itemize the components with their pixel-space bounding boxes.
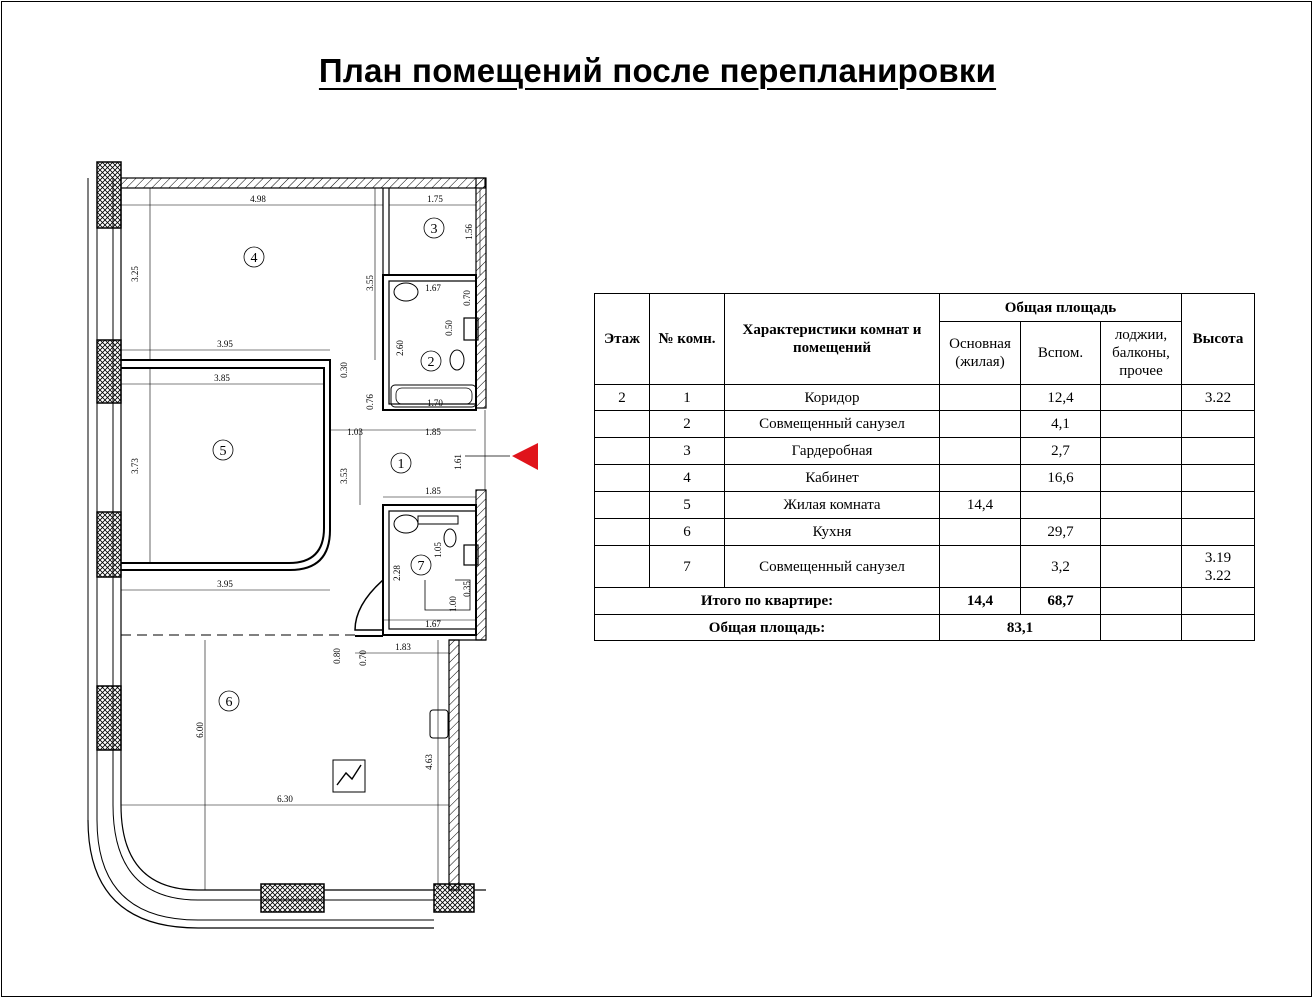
table-row: 5 Жилая комната 14,4 <box>595 492 1255 519</box>
table-row: 4 Кабинет 16,6 <box>595 465 1255 492</box>
sink-2 <box>394 283 418 301</box>
room-3-label: 3 <box>430 222 438 237</box>
table-row: 7 Совмещенный санузел 3,2 3.19 3.22 <box>595 546 1255 588</box>
right-wall-lower <box>449 640 459 890</box>
dim-label: 1.85 <box>425 486 441 496</box>
dim-label: 1.67 <box>425 283 441 293</box>
column-5 <box>261 884 324 912</box>
header-total-area: Общая площадь <box>940 294 1182 322</box>
dim-label: 3.73 <box>130 458 140 474</box>
table-row: 3 Гардеробная 2,7 <box>595 438 1255 465</box>
dim-label: 4.98 <box>250 194 266 204</box>
dim-label: 3.85 <box>214 373 230 383</box>
toilet-7 <box>444 529 456 547</box>
header-main: Основная (жилая) <box>940 322 1021 385</box>
dim-label: 1.05 <box>433 542 443 558</box>
dim-label: 1.75 <box>427 194 443 204</box>
dim-label: 0.30 <box>339 362 349 378</box>
column-6 <box>434 884 474 912</box>
room-5-label: 5 <box>219 444 227 459</box>
dim-label: 0.76 <box>365 394 375 410</box>
header-characteristics: Характеристики комнат и помещений <box>725 294 940 385</box>
dim-label: 1.56 <box>464 224 474 240</box>
dim-label: 1.83 <box>395 642 411 652</box>
dim-label: 4.63 <box>424 754 434 770</box>
dim-label: 0.70 <box>358 650 368 666</box>
dim-label: 1.03 <box>347 427 363 437</box>
column-4 <box>97 686 121 750</box>
area-table <box>594 293 1255 641</box>
dim-label: 6.30 <box>277 794 293 804</box>
dim-label: 0.35 <box>462 581 472 597</box>
page-title: План помещений после перепланировки <box>318 52 997 89</box>
dim-label: 3.95 <box>217 579 233 589</box>
header-aux: Вспом. <box>1021 322 1101 385</box>
dim-label: 3.95 <box>217 339 233 349</box>
column-1 <box>97 162 121 228</box>
dim-label: 1.00 <box>448 596 458 612</box>
dim-label: 0.50 <box>444 320 454 336</box>
room-7-label: 7 <box>417 559 425 574</box>
top-wall <box>121 178 485 188</box>
room-markers <box>213 218 444 711</box>
dim-label: 2.28 <box>392 565 402 581</box>
dim-label: 3.53 <box>339 468 349 484</box>
dim-label: 3.25 <box>130 266 140 282</box>
area-row: Общая площадь: 83,1 <box>595 615 1255 641</box>
room-2-label: 2 <box>427 355 435 370</box>
dim-label: 6.00 <box>195 722 205 738</box>
column-3 <box>97 512 121 577</box>
kitchen-sink <box>430 710 448 738</box>
room-1-label: 1 <box>397 457 405 472</box>
dim-label: 0.80 <box>332 648 342 664</box>
table-row: 2 Совмещенный санузел 4,1 <box>595 411 1255 438</box>
header-floor: Этаж <box>595 294 650 385</box>
room-4-label: 4 <box>250 251 258 266</box>
partition-room5 <box>121 360 330 570</box>
dim-label: 3.55 <box>365 275 375 291</box>
dim-label: 1.61 <box>453 454 463 470</box>
dim-label: 2.60 <box>395 340 405 356</box>
header-room-no: № комн. <box>650 294 725 385</box>
column-2 <box>97 340 121 403</box>
sink-7 <box>394 515 418 533</box>
table-row: 2 1 Коридор 12,4 3.22 <box>595 385 1255 411</box>
right-wall-upper <box>476 178 486 408</box>
door-arc <box>355 580 383 630</box>
entrance-arrow <box>512 443 538 470</box>
dim-label: 1.70 <box>427 398 443 408</box>
room-6-label: 6 <box>225 695 233 710</box>
total-row: Итого по квартире: 14,4 68,7 <box>595 588 1255 615</box>
dim-label: 1.67 <box>425 619 441 629</box>
toilet-2 <box>450 350 464 370</box>
header-loggia: лоджии, балконы, прочее <box>1101 322 1182 385</box>
dim-label: 1.85 <box>425 427 441 437</box>
table-row: 6 Кухня 29,7 <box>595 519 1255 546</box>
header-height: Высота <box>1182 294 1255 385</box>
dim-label: 0.70 <box>462 290 472 306</box>
